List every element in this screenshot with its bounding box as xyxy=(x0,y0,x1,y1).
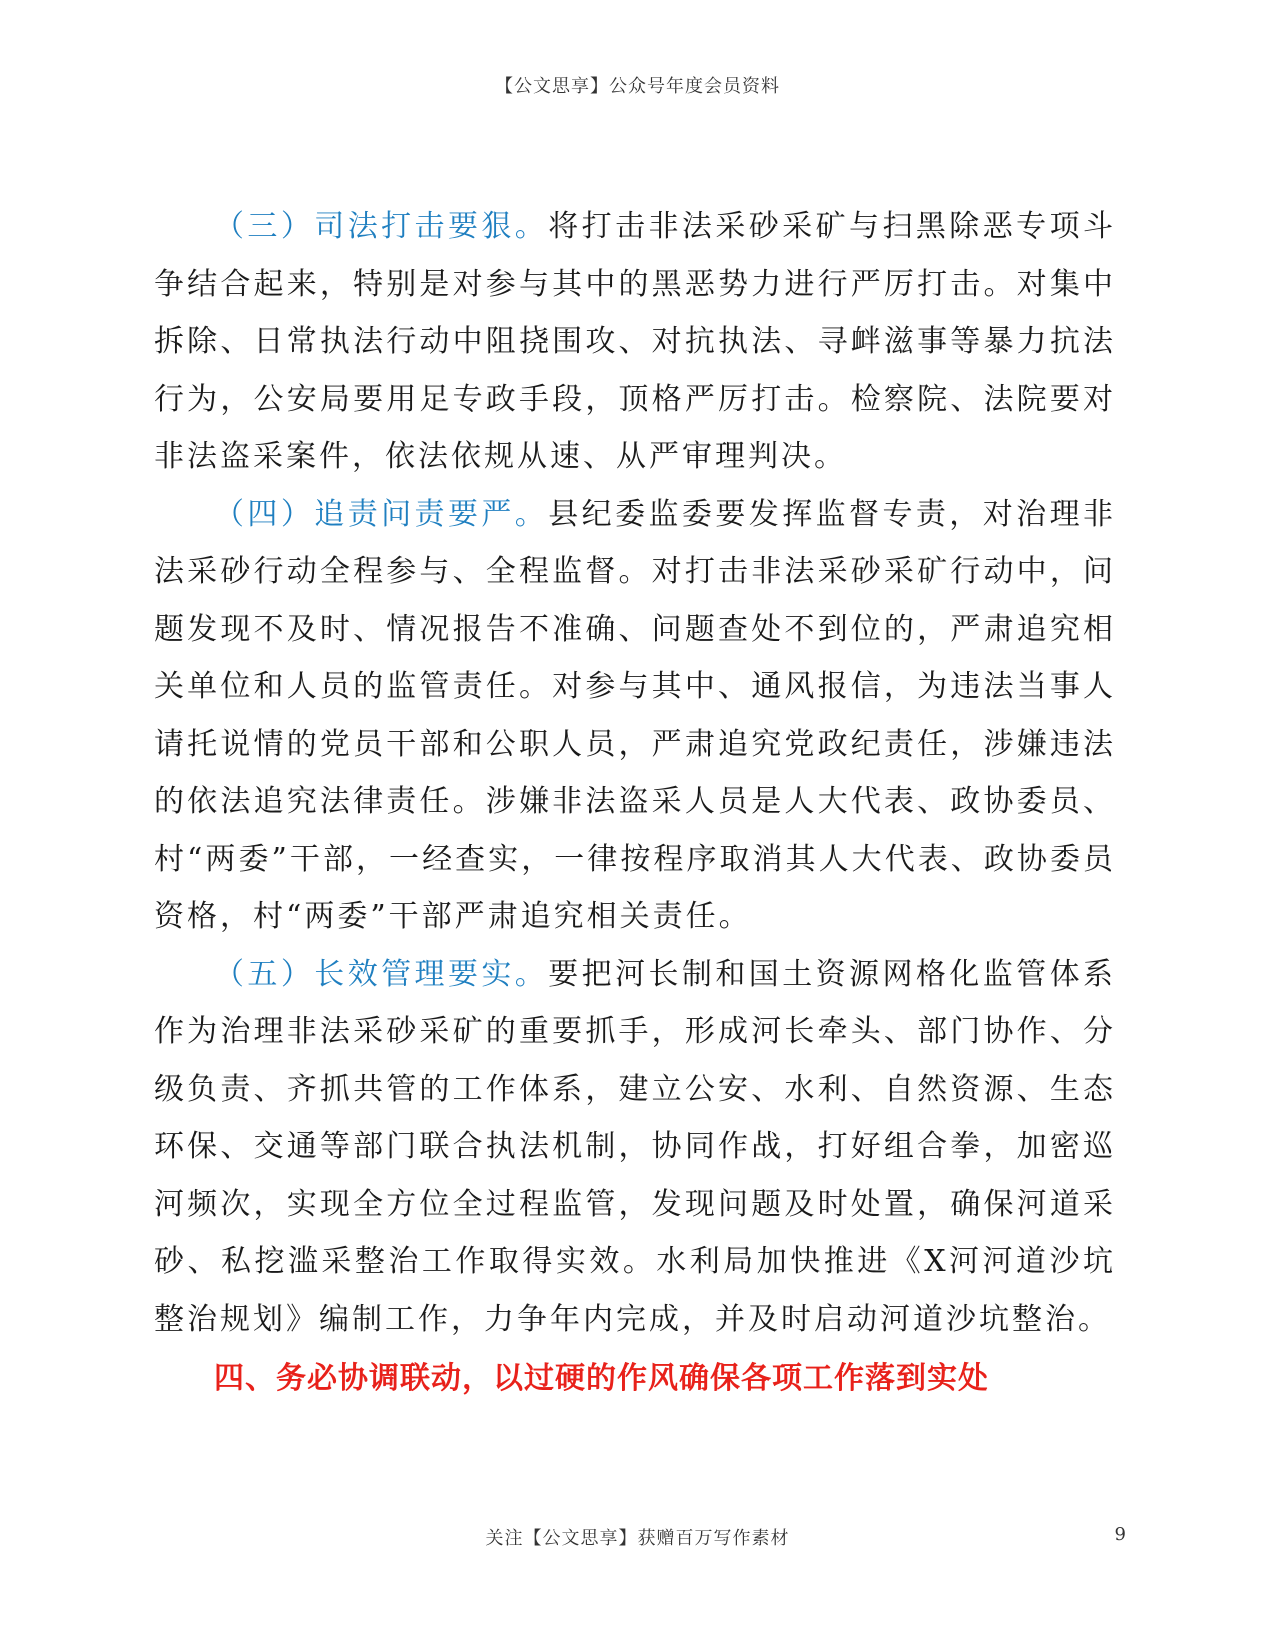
paragraph-text: 县纪委监委要发挥监督专责，对治理非法采砂行动全程参与、全程监督。对打击非法采砂采矿行动中，问题发现不及时、情况报告不准确、问题查处不到位的，严肃追究相关单位和人员的监管责任。对参与其中、通风报信，为违法当事人请托说情的党员干部和公职人员，严肃追究党政纪责任，涉嫌违法的依法追究法律责任。涉嫌非法盗采人员是人大代表、政协委员、村“两委”干部，一经查实，一律按程序取消其人大代表、政协委员资格，村“两委”干部严肃追究相关责任。 xyxy=(154,496,1117,934)
page-header: 【公文思享】公众号年度会员资料 xyxy=(495,76,780,97)
page-footer: 关注【公文思享】获赠百万写作素材 xyxy=(485,1528,790,1549)
paragraph-text: 将打击非法采砂采矿与扫黑除恶专项斗争结合起来，特别是对参与其中的黑恶势力进行严厉打击。对集中拆除、日常执法行动中阻挠围攻、对抗执法、寻衅滋事等暴力抗法行为，公安局要用足专政手段，顶格严厉打击。检察院、法院要对非法盗采案件，依法依规从速、从严审理判决。 xyxy=(154,209,1117,474)
paragraph-accountability xyxy=(154,486,1116,946)
paragraph-heading: （三）司法打击要狠。 xyxy=(214,209,549,244)
document-body xyxy=(154,198,1116,1407)
paragraph-long-term-management xyxy=(154,946,1116,1349)
paragraph-judicial-crackdown xyxy=(154,198,1116,486)
paragraph-text: 要把河长制和国土资源网格化监管体系作为治理非法采砂采矿的重要抓手，形成河长牵头、部门协作、分级负责、齐抓共管的工作体系，建立公安、水利、自然资源、生态环保、交通等部门联合执法机制，协同作战，打好组合拳，加密巡河频次，实现全方位全过程监管，发现问题及时处置，确保河道采砂、私挖滥采整治工作取得实效。水利局加快推进《X河河道沙坑整治规划》编制工作，力争年内完成，并及时启动河道沙坑整治。 xyxy=(154,956,1117,1337)
paragraph-heading: （四）追责问责要严。 xyxy=(214,496,549,532)
section-heading: 四、务必协调联动，以过硬的作风确保各项工作落到实处 xyxy=(214,1361,989,1396)
paragraph-heading: （五）长效管理要实。 xyxy=(214,956,549,992)
page-number: 9 xyxy=(1114,1524,1126,1545)
